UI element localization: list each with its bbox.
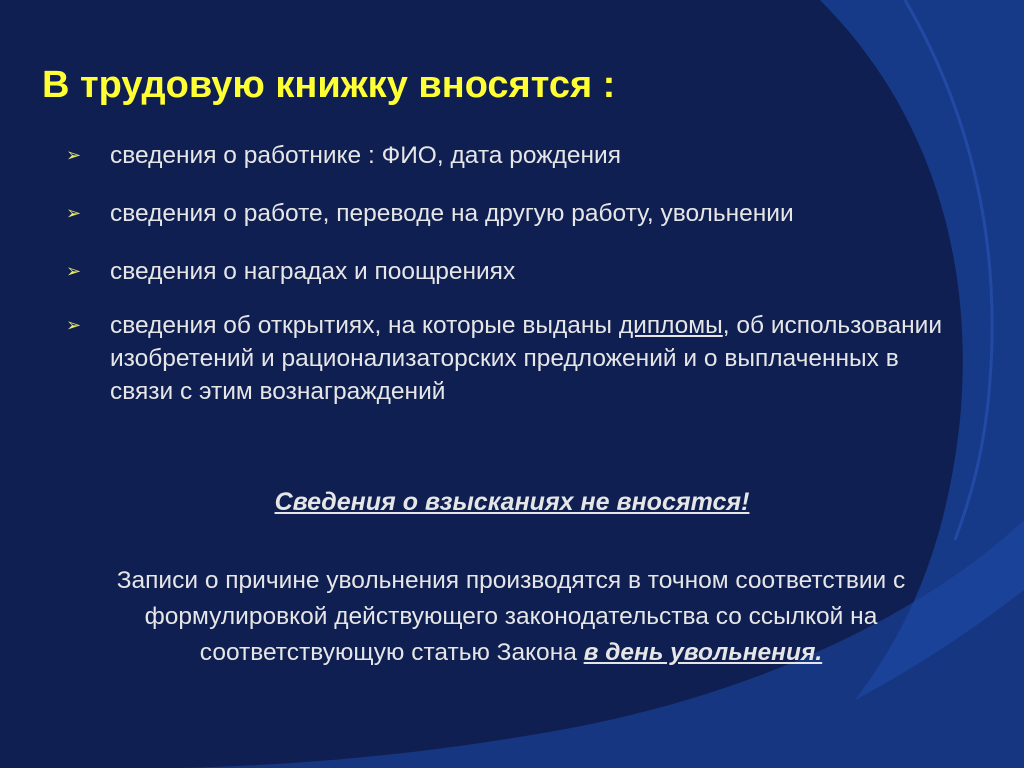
slide-title: В трудовую книжку вносятся : bbox=[42, 64, 616, 106]
paragraph-emphasis: в день увольнения. bbox=[583, 639, 823, 666]
bullet-item bbox=[66, 197, 946, 230]
bullet-text: сведения об открытиях, на которые выданы bbox=[110, 312, 619, 339]
bullet-text: сведения о работнике : ФИО, дата рождения bbox=[110, 142, 622, 169]
bullet-item bbox=[66, 139, 946, 172]
bullet-item bbox=[66, 255, 946, 288]
arrow-right-icon: ➢ bbox=[66, 315, 82, 335]
bullet-text: сведения о работе, переводе на другую работу, увольнении bbox=[110, 200, 794, 227]
bullet-text: сведения о наградах и поощрениях bbox=[110, 258, 516, 285]
bullet-item bbox=[66, 309, 946, 408]
arrow-right-icon: ➢ bbox=[66, 145, 82, 165]
arrow-right-icon: ➢ bbox=[66, 261, 82, 281]
paragraph-text: Записи о причине увольнения производятся в точном соответствии с формулировкой действующего законодательства со ссылкой на соответствующую статью Закона bbox=[116, 567, 906, 666]
penalties-note: Сведения о взысканиях не вносятся! bbox=[274, 488, 750, 516]
bullet-list bbox=[66, 139, 946, 408]
diplomas-link[interactable]: дипломы bbox=[618, 312, 723, 339]
bullet-text-continued: , об использовании изобретений и рационализаторских предложений и о выплаченных в связи с этим вознаграждений bbox=[110, 312, 943, 405]
dismissal-paragraph bbox=[46, 563, 976, 671]
arrow-right-icon: ➢ bbox=[66, 203, 82, 223]
